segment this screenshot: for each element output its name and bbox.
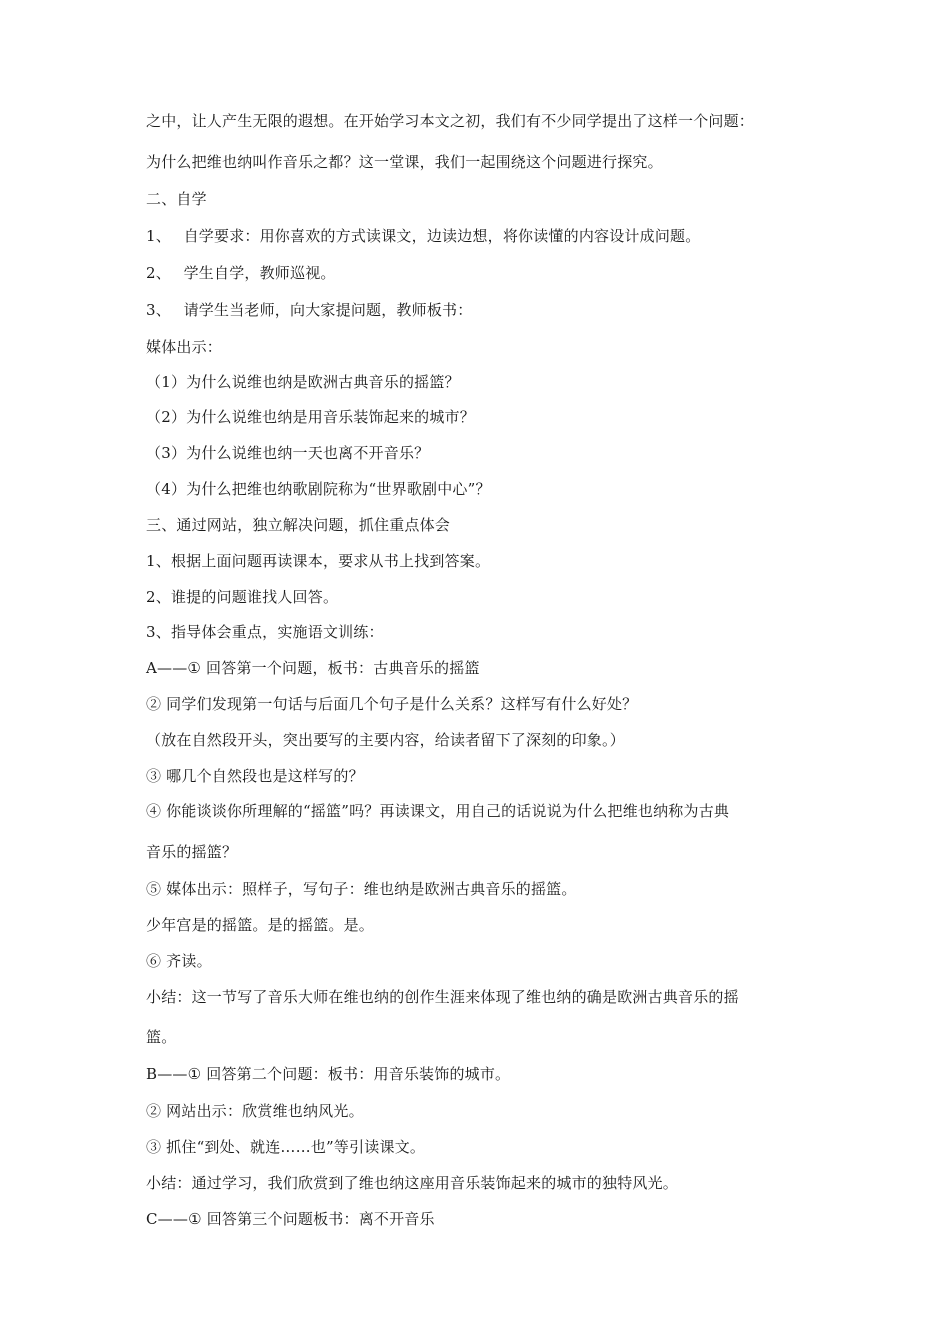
text-line: 为什么把维也纳叫作音乐之都？这一堂课，我们一起围绕这个问题进行探究。	[146, 153, 663, 171]
text-line: 2、谁提的问题谁找人回答。	[146, 588, 339, 606]
text-line: ③ 抓住“到处、就连……也”等引读课文。	[146, 1138, 426, 1156]
text-line: ② 网站出示：欣赏维也纳风光。	[146, 1102, 364, 1120]
text-line: 1、根据上面问题再读课本，要求从书上找到答案。	[146, 552, 491, 570]
text-line: 1、 自学要求：用你喜欢的方式读课文，边读边想，将你读懂的内容设计成问题。	[146, 227, 701, 245]
summary-line: 篮。	[146, 1028, 177, 1046]
text-line: C——① 回答第三个问题板书：离不开音乐	[146, 1210, 435, 1228]
question-item: （3）为什么说维也纳一天也离不开音乐？	[146, 444, 430, 462]
text-line: ④ 你能谈谈你所理解的“摇篮”吗？再读课文，用自己的话说说为什么把维也纳称为古典	[146, 802, 730, 820]
text-line: （放在自然段开头，突出要写的主要内容，给读者留下了深刻的印象。）	[146, 731, 625, 749]
question-item: （1）为什么说维也纳是欧洲古典音乐的摇篮？	[146, 373, 460, 391]
text-line: A——① 回答第一个问题，板书：古典音乐的摇篮	[146, 659, 480, 677]
document-page	[146, 0, 816, 1344]
text-line: 3、指导体会重点，实施语文训练：	[146, 623, 384, 641]
text-line: 音乐的摇篮？	[146, 843, 238, 861]
text-line: 媒体出示：	[146, 338, 223, 356]
text-line: ③ 哪几个自然段也是这样写的？	[146, 767, 364, 785]
text-line: ② 同学们发现第一句话与后面几个句子是什么关系？这样写有什么好处？	[146, 695, 638, 713]
text-line: 2、 学生自学，教师巡视。	[146, 264, 336, 282]
text-line: B——① 回答第二个问题：板书：用音乐装饰的城市。	[146, 1065, 511, 1083]
question-item: （2）为什么说维也纳是用音乐装饰起来的城市？	[146, 408, 475, 426]
text-line: ⑤ 媒体出示：照样子，写句子：维也纳是欧洲古典音乐的摇篮。	[146, 880, 577, 898]
text-line: ⑥ 齐读。	[146, 952, 212, 970]
section-heading: 三、通过网站，独立解决问题，抓住重点体会	[146, 516, 451, 534]
summary-line: 小结：这一节写了音乐大师在维也纳的创作生涯来体现了维也纳的确是欧洲古典音乐的摇	[146, 988, 739, 1006]
question-item: （4）为什么把维也纳歌剧院称为“世界歌剧中心”？	[146, 480, 491, 498]
text-line: 3、 请学生当老师，向大家提问题，教师板书：	[146, 301, 473, 319]
text-line: 之中，让人产生无限的遐想。在开始学习本文之初，我们有不少同学提出了这样一个问题：	[146, 112, 755, 130]
summary-line: 小结：通过学习，我们欣赏到了维也纳这座用音乐装饰起来的城市的独特风光。	[146, 1174, 679, 1192]
text-line: 少年宫是的摇篮。是的摇篮。是。	[146, 916, 375, 934]
section-heading: 二、自学	[146, 190, 207, 208]
